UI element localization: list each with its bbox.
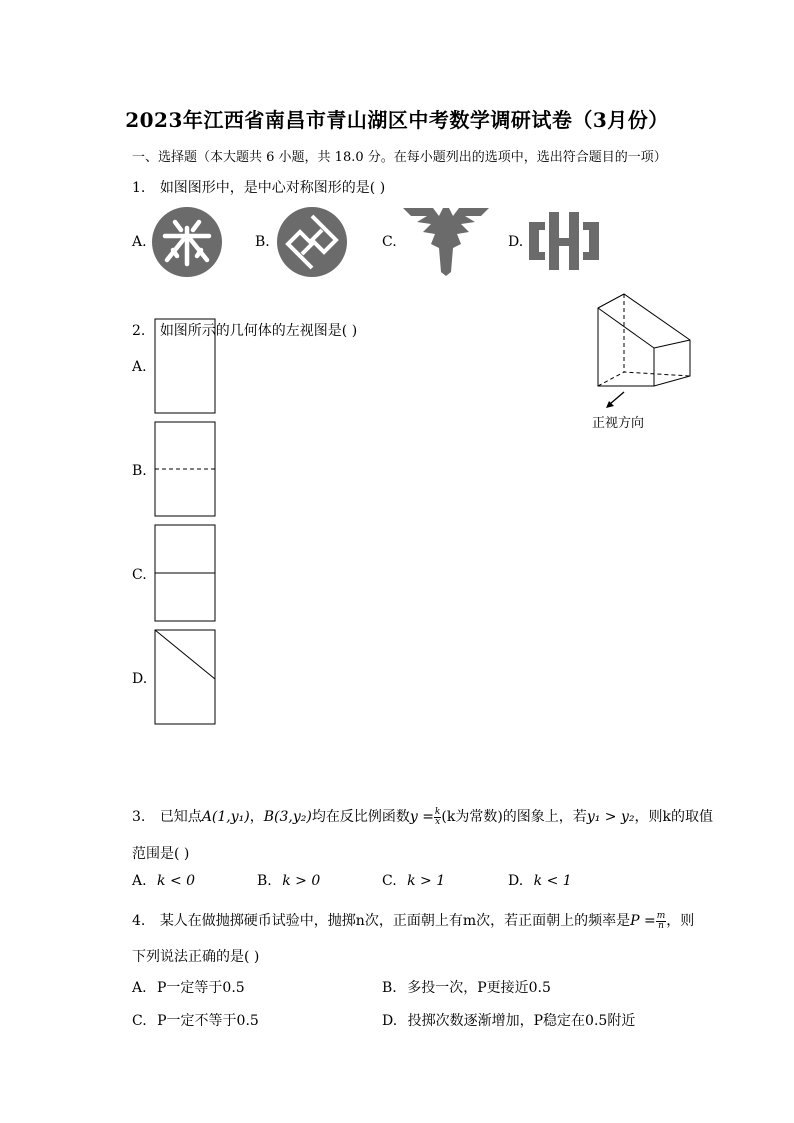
q2-option-c-label[interactable]: C.: [132, 567, 147, 583]
q3-option-a-label: A.: [132, 873, 147, 889]
q3-option-c[interactable]: [382, 873, 445, 889]
question-3-text-b: 均在反比例函数: [311, 809, 410, 825]
q3-option-d-label: D.: [508, 873, 524, 889]
question-1-number: 1.: [132, 180, 146, 196]
q2-option-b-figure[interactable]: [154, 421, 217, 518]
question-3-line-2: 范围是( ): [132, 846, 190, 862]
q4-option-d-value: 投掷次数逐渐增加，P稳定在0.5附近: [407, 1013, 636, 1029]
question-3-separator: ，: [249, 809, 264, 825]
q2-option-a-figure[interactable]: [154, 318, 217, 415]
q3-option-b[interactable]: [257, 873, 320, 889]
q1-option-d-logo-icon[interactable]: [529, 212, 599, 270]
question-4-text-b: ，则: [666, 913, 695, 929]
question-3-text-a: 已知点: [159, 809, 202, 825]
q4-option-a[interactable]: [132, 977, 245, 997]
q4-option-c[interactable]: [132, 1010, 259, 1030]
q4-option-a-label: A.: [132, 980, 147, 996]
q4-option-c-value: P一定不等于0.5: [157, 1013, 259, 1029]
condition: y₁ > y₂: [586, 809, 635, 825]
q3-option-d-value: k < 1: [533, 873, 572, 889]
q1-option-a-label[interactable]: A.: [132, 234, 147, 250]
q1-option-c-eagle-icon[interactable]: [403, 206, 489, 276]
q4-option-b-label: B.: [382, 980, 397, 996]
q3-option-b-label: B.: [257, 873, 272, 889]
fraction-denominator: n: [658, 920, 664, 931]
fraction-denominator: x: [435, 816, 441, 827]
q4-option-d[interactable]: [382, 1010, 635, 1030]
q2-option-d-figure[interactable]: [154, 629, 217, 726]
probability-lhs: P =: [630, 913, 656, 929]
question-2-text: 如图所示的几何体的左视图是( ): [159, 323, 358, 339]
section-heading: 一、选择题（本大题共 6 小题，共 18.0 分。在每小题列出的选项中，选出符合题目的一项）: [132, 150, 667, 165]
question-2-number: 2.: [132, 323, 146, 339]
q1-option-d-label[interactable]: D.: [508, 234, 524, 250]
fraction-numerator: m: [656, 910, 666, 921]
question-1-text: 如图图形中，是中心对称图形的是( ): [159, 180, 386, 196]
q3-option-d[interactable]: [508, 873, 572, 889]
page-title: 2023年江西省南昌市青山湖区中考数学调研试卷（3月份）: [125, 108, 669, 132]
q4-option-b[interactable]: [382, 977, 551, 997]
q2-option-d-label[interactable]: D.: [132, 671, 148, 687]
probability-fraction: [656, 912, 667, 931]
q3-option-a-value: k < 0: [157, 873, 196, 889]
question-1: [132, 177, 385, 197]
question-3-line-1: [132, 806, 713, 827]
q1-option-b-emblem-icon[interactable]: [276, 206, 348, 278]
q3-option-c-value: k > 1: [407, 873, 446, 889]
point-a: A(1,y₁): [201, 809, 250, 825]
question-4-line-1: [132, 910, 694, 931]
question-4-line-2: 下列说法正确的是( ): [132, 949, 260, 965]
question-3-text-d: ，则k的取值: [634, 809, 713, 825]
fraction-numerator: k: [434, 806, 441, 817]
q1-option-c-label[interactable]: C.: [382, 234, 397, 250]
q2-option-b-label[interactable]: B.: [132, 463, 147, 479]
q1-option-b-label[interactable]: B.: [255, 234, 270, 250]
q2-solid-figure: [590, 290, 696, 394]
q2-option-a-label[interactable]: A.: [132, 359, 147, 375]
question-4-text-a: 某人在做抛掷硬币试验中，抛掷n次，正面朝上有m次，若正面朝上的频率是: [159, 913, 631, 929]
q3-option-c-label: C.: [382, 873, 397, 889]
question-3-number: 3.: [132, 809, 146, 825]
q3-option-b-value: k > 0: [282, 873, 321, 889]
q4-option-c-label: C.: [132, 1013, 147, 1029]
q4-option-d-label: D.: [382, 1013, 398, 1029]
point-b: B(3,y₂): [263, 809, 312, 825]
q4-option-b-value: 多投一次，P更接近0.5: [407, 980, 551, 996]
view-direction-arrow-icon: [604, 390, 628, 410]
function-lhs: y =: [409, 809, 434, 825]
question-4-number: 4.: [132, 913, 146, 929]
view-direction-label: 正视方向: [592, 416, 645, 431]
q4-option-a-value: P一定等于0.5: [157, 980, 245, 996]
q3-option-a[interactable]: [132, 873, 195, 889]
q2-option-c-figure[interactable]: [154, 524, 217, 623]
question-3-text-c: (k为常数)的图象上，若: [441, 809, 587, 825]
q1-option-a-emblem-icon[interactable]: [151, 206, 223, 278]
